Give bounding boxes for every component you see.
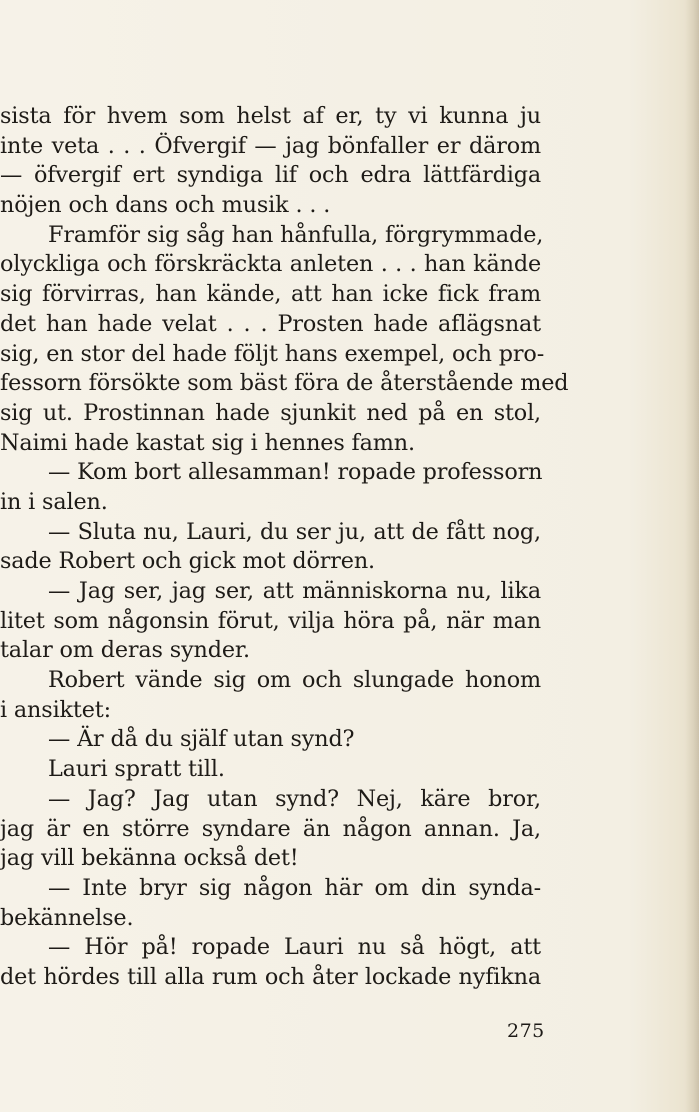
text-line: sig förvirras, han kände, att han icke fick fram (0, 281, 541, 308)
text-line: jag är en större syndare än någon annan. Ja, (0, 815, 541, 842)
text-line: — Inte bryr sig någon här om din synda- (48, 874, 541, 901)
text-line: det hördes till alla rum och åter lockade nyfikna (0, 963, 541, 990)
text-line: Framför sig såg han hånfulla, förgrymmade, (48, 221, 544, 248)
text-line: sig, en stor del hade följt hans exempel, och pro- (0, 340, 545, 367)
text-line: — Kom bort allesamman! ropade professorn (48, 459, 543, 486)
text-line: — öfvergif ert syndiga lif och edra lättfärdiga (0, 162, 541, 189)
text-line: talar om deras synder. (0, 637, 250, 664)
text-line: inte veta . . . Öfvergif — jag bönfaller er därom (0, 132, 541, 159)
text-line: i ansiktet: (0, 696, 111, 723)
text-line: — Är då du själf utan synd? (48, 726, 355, 753)
text-line: — Jag? Jag utan synd? Nej, käre bror, (48, 785, 541, 812)
text-line: fessorn försökte som bäst föra de återstående med (0, 370, 569, 397)
text-line: — Jag ser, jag ser, att människorna nu, lika (48, 578, 541, 604)
text-line: jag vill bekänna också det! (0, 845, 299, 872)
text-line: det han hade velat . . . Prosten hade aflägsnat (0, 310, 541, 337)
text-line: sig ut. Prostinnan hade sjunkit ned på en stol, (0, 399, 541, 426)
text-line: — Sluta nu, Lauri, du ser ju, att de fått nog, (48, 518, 541, 545)
text-line: sade Robert och gick mot dörren. (0, 548, 375, 575)
page-edge-shadow (685, 0, 699, 1112)
page-number: 275 (507, 1020, 545, 1042)
text-line: — Hör på! ropade Lauri nu så högt, att (48, 934, 541, 961)
text-line: Lauri spratt till. (48, 756, 225, 783)
text-line: bekännelse. (0, 904, 134, 931)
text-line: olyckliga och förskräckta anleten . . . han kände (0, 251, 541, 278)
text-line: sista för hvem som helst af er, ty vi kunna ju (0, 103, 541, 129)
text-line: Naimi hade kastat sig i hennes famn. (0, 429, 415, 456)
text-line: Robert vände sig om och slungade honom (48, 667, 541, 694)
text-line: litet som någonsin förut, vilja höra på, när man (0, 607, 541, 634)
text-line: nöjen och dans och musik . . . (0, 192, 331, 219)
body-text (0, 102, 569, 993)
text-line: in i salen. (0, 488, 108, 515)
